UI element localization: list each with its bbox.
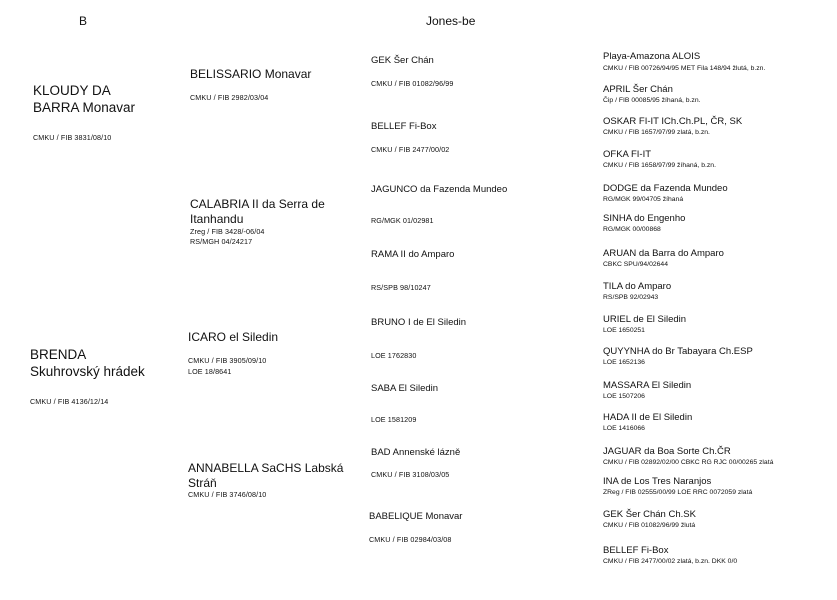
gen2-name-line2: Stráň bbox=[188, 476, 217, 490]
gen4-reg: RS/SPB 92/02943 bbox=[603, 294, 659, 301]
gen4-reg: LOE 1416066 bbox=[603, 425, 645, 432]
gen4-name: Playa-Amazona ALOIS bbox=[603, 51, 701, 62]
gen3-reg: RS/SPB 98/10247 bbox=[371, 283, 431, 292]
gen4-reg: ZReg / FIB 02555/00/99 LOE RRC 0072059 zlatá bbox=[603, 489, 753, 496]
gen4-name: TILA do Amparo bbox=[603, 281, 672, 292]
gen4-reg: LOE 1652136 bbox=[603, 359, 645, 366]
gen1-name-line2: Skuhrovský hrádek bbox=[30, 364, 145, 379]
gen2-reg: Zreg / FIB 3428/-06/04 bbox=[190, 227, 265, 236]
gen4-name: GEK Šer Chán Ch.SK bbox=[603, 509, 696, 520]
header-title: Jones-be bbox=[426, 14, 476, 28]
gen4-name: BELLEF Fi-Box bbox=[603, 545, 669, 556]
header-left: B bbox=[79, 14, 88, 28]
gen3-reg: LOE 1581209 bbox=[371, 415, 417, 424]
gen4-name: OSKAR FI-IT ICh.Ch.PL, ČR, SK bbox=[603, 116, 743, 127]
gen3-name: BELLEF Fi-Box bbox=[371, 121, 437, 132]
gen4-name: QUYYNHA do Br Tabayara Ch.ESP bbox=[603, 346, 753, 357]
gen4-reg: CMKU / FIB 2477/00/02 zlatá, b.zn. DKK 0/0 bbox=[603, 558, 738, 565]
gen4-name: JAGUAR da Boa Sorte Ch.ČR bbox=[603, 446, 731, 457]
gen4-name: INA de Los Tres Naranjos bbox=[603, 476, 712, 487]
gen4-reg: CMKU / FIB 01082/96/99 žlutá bbox=[603, 522, 696, 529]
gen2-reg: CMKU / FIB 3905/09/10 bbox=[188, 356, 267, 365]
gen4-name: HADA II de El Siledin bbox=[603, 412, 693, 423]
gen4-name: ARUAN da Barra do Amparo bbox=[603, 248, 724, 259]
gen2-name-line1: CALABRIA II da Serra de bbox=[190, 197, 325, 211]
gen2-name-line1: ANNABELLA SaCHS Labská bbox=[188, 461, 344, 475]
gen4-name: URIEL de El Siledin bbox=[603, 314, 687, 325]
gen2-reg2: RS/MGH 04/24217 bbox=[190, 237, 253, 246]
gen2-reg: CMKU / FIB 3746/08/10 bbox=[188, 490, 267, 499]
gen4-reg: Čip / FIB 00085/95 žíhaná, b.zn. bbox=[603, 97, 701, 104]
gen4-name: OFKA FI-IT bbox=[603, 149, 652, 160]
gen4-reg: RG/MGK 00/00868 bbox=[603, 226, 661, 233]
gen2-name: ICARO el Siledin bbox=[188, 330, 279, 344]
gen4-reg: LOE 1650251 bbox=[603, 327, 645, 334]
gen3-name: RAMA II do Amparo bbox=[371, 249, 455, 260]
gen4-reg: CMKU / FIB 1657/97/99 zlatá, b.zn. bbox=[603, 129, 710, 136]
gen3-reg: CMKU / FIB 01082/96/99 bbox=[371, 79, 454, 88]
gen4-name: APRIL Šer Chán bbox=[603, 84, 673, 95]
gen1-name-line2: BARRA Monavar bbox=[33, 100, 136, 115]
gen3-name: JAGUNCO da Fazenda Mundeo bbox=[371, 184, 508, 195]
gen2-name: BELISSARIO Monavar bbox=[190, 67, 312, 81]
gen4-reg: RG/MGK 99/04705 žíhaná bbox=[603, 196, 684, 203]
gen4-name: MASSARA El Siledin bbox=[603, 380, 692, 391]
gen2-name-line2: Itanhandu bbox=[190, 212, 244, 226]
gen4-reg: LOE 1507206 bbox=[603, 393, 645, 400]
gen3-name: BABELIQUE Monavar bbox=[369, 511, 463, 522]
gen3-reg: CMKU / FIB 02984/03/08 bbox=[369, 535, 452, 544]
gen1-reg: CMKU / FIB 3831/08/10 bbox=[33, 133, 112, 142]
gen1-name-line1: BRENDA bbox=[30, 347, 87, 362]
gen2-reg: CMKU / FIB 2982/03/04 bbox=[190, 93, 269, 102]
gen1-reg: CMKU / FIB 4136/12/14 bbox=[30, 397, 109, 406]
gen3-reg: LOE 1762830 bbox=[371, 351, 417, 360]
gen3-name: BAD Annenské lázně bbox=[371, 447, 461, 458]
gen3-name: SABA El Siledin bbox=[371, 383, 439, 394]
gen2-reg2: LOE 18/8641 bbox=[188, 367, 232, 376]
gen3-reg: RG/MGK 01/02981 bbox=[371, 216, 434, 225]
gen3-reg: CMKU / FIB 2477/00/02 bbox=[371, 145, 450, 154]
gen4-reg: CBKC SPU/94/02644 bbox=[603, 261, 668, 268]
gen4-name: DODGE da Fazenda Mundeo bbox=[603, 183, 728, 194]
gen4-reg: CMKU / FIB 00726/94/95 MET Fila 148/94 žlutá, b.zn. bbox=[603, 65, 766, 72]
gen4-name: SINHA do Engenho bbox=[603, 213, 686, 224]
gen4-reg: CMKU / FIB 02892/02/00 CBKC RG RJC 00/00265 zlatá bbox=[603, 459, 774, 466]
gen3-name: BRUNO I de El Siledin bbox=[371, 317, 467, 328]
gen1-name-line1: KLOUDY DA bbox=[33, 83, 111, 98]
gen3-reg: CMKU / FIB 3108/03/05 bbox=[371, 470, 450, 479]
gen4-reg: CMKU / FIB 1658/97/99 žíhaná, b.zn. bbox=[603, 162, 716, 169]
gen3-name: GEK Šer Chán bbox=[371, 55, 434, 66]
